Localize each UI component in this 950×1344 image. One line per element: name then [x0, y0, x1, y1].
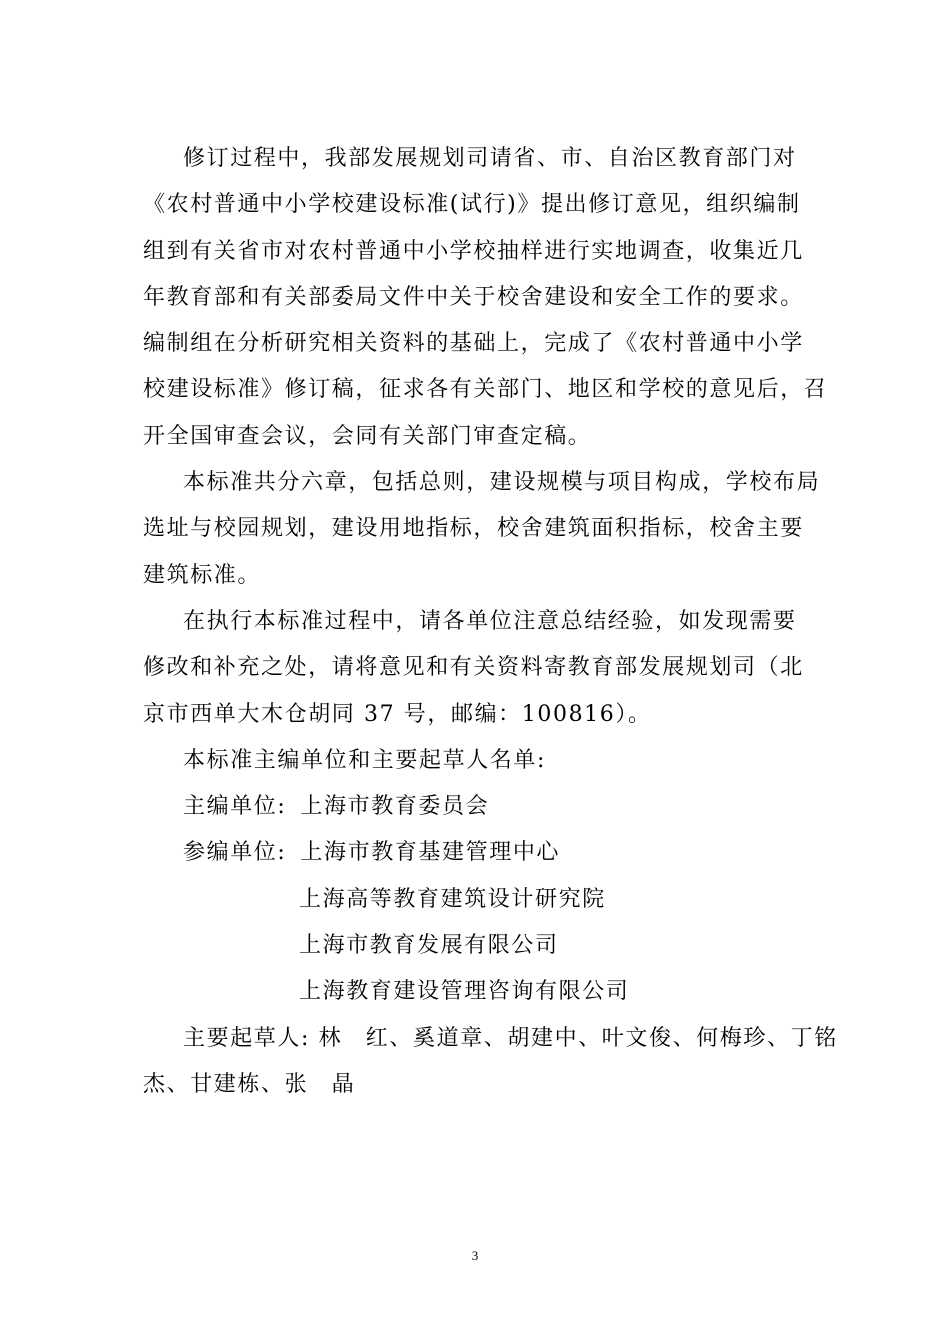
participating-unit-name: 上海教育建设管理咨询有限公司: [299, 979, 630, 1005]
paragraph-line: 建筑标准。: [143, 562, 262, 588]
paragraph-line: 年教育部和有关部委局文件中关于校舍建设和安全工作的要求。: [143, 284, 804, 310]
paragraph-line: 本标准共分六章，包括总则，建设规模与项目构成，学校布局: [183, 470, 821, 496]
chief-unit-name: 上海市教育委员会: [300, 794, 490, 820]
participating-units-row: [143, 830, 808, 876]
chief-unit-label: 主编单位:: [183, 794, 287, 820]
participating-unit-name: 上海市教育发展有限公司: [299, 933, 559, 959]
participating-unit-name: 上海高等教育建筑设计研究院: [299, 886, 606, 912]
paragraph-line: 《农村普通中小学校建设标准(试行)》提出修订意见，组织编制: [143, 192, 801, 218]
drafters-intro: 本标准主编单位和主要起草人名单:: [183, 747, 547, 773]
paragraph-line: 校建设标准》修订稿，征求各有关部门、地区和学校的意见后，召: [143, 377, 828, 403]
paragraph-line: 修订过程中，我部发展规划司请省、市、自治区教育部门对: [183, 146, 797, 171]
paragraph-line: 开全国审查会议，会同有关部门审查定稿。: [143, 423, 592, 449]
main-drafters-line: 主要起草人: 林 红、奚道章、胡建中、叶文俊、何梅珍、丁铭: [183, 1025, 838, 1051]
main-drafters: [143, 1016, 838, 1109]
page-number: 3: [471, 1248, 479, 1263]
paragraph-line: 修改和补充之处，请将意见和有关资料寄教育部发展规划司（北: [143, 655, 804, 681]
paragraph-chapters: [143, 460, 821, 599]
paragraph-revision-process: [143, 136, 828, 460]
paragraph-feedback: [143, 599, 808, 738]
paragraph-line: 在执行本标准过程中，请各单位注意总结经验，如发现需要: [183, 608, 797, 634]
main-drafters-line: 杰、甘建栋、张 晶: [143, 1071, 356, 1097]
paragraph-line: 京市西单大木仓胡同 37 号，邮编：100816）。: [143, 701, 652, 727]
participating-units-label: 参编单位:: [183, 840, 287, 866]
document-body: [143, 136, 838, 1108]
paragraph-line: 编制组在分析研究相关资料的基础上，完成了《农村普通中小学: [143, 331, 804, 357]
paragraph-line: 选址与校园规划，建设用地指标，校舍建筑面积指标，校舍主要: [143, 516, 804, 542]
chief-unit-row: [143, 784, 808, 830]
participating-unit-name: 上海市教育基建管理中心: [300, 840, 561, 866]
paragraph-line: 组到有关省市对农村普通中小学校抽样进行实地调查，收集近几: [143, 238, 804, 264]
